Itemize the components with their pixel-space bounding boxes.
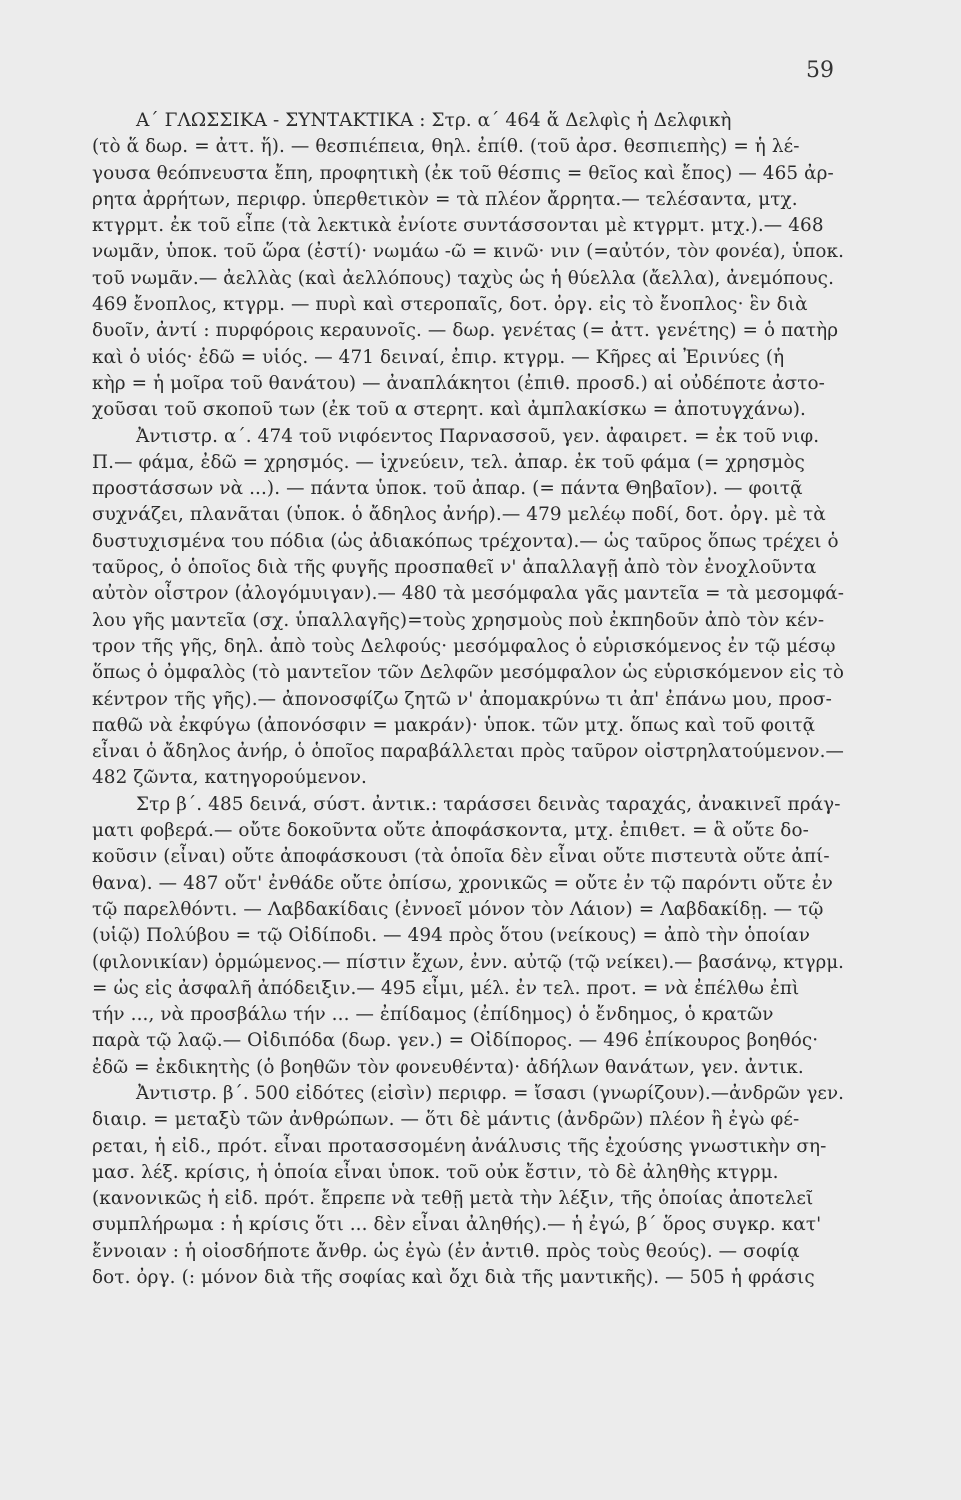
- text-line: (υἱῷ) Πολύβου = τῷ Οἰδίποδι. — 494 πρὸς ὅτου (νείκους) = ἀπὸ τὴν ὁποίαν: [92, 925, 811, 947]
- text-line: κὴρ = ἡ μοῖρα τοῦ θανάτου) — ἀναπλάκητοι (ἐπιθ. προσδ.) αἱ οὐδέποτε ἀστο-: [92, 372, 825, 394]
- text-line: αὐτὸν οἶστρον (ἀλογόμυιγαν).— 480 τὰ μεσόμφαλα γᾶς μαντεῖα = τὰ μεσομφά-: [92, 583, 844, 605]
- commentary-text: [92, 108, 844, 1291]
- text-line: Ἀντιστρ. β΄. 500 εἰδότες (εἰσὶν) περιφρ. = ἴσασι (γνωρίζουν).—ἀνδρῶν γεν.: [136, 1082, 844, 1104]
- text-line: παρὰ τῷ λαῷ.— Οἰδιπόδα (δωρ. γεν.) = Οἰδίπορος. — 496 ἐπίκουρος βοηθός·: [92, 1030, 819, 1052]
- text-line: κτγρμτ. ἐκ τοῦ εἶπε (τὰ λεκτικὰ ἐνίοτε συντάσσονται μὲ κτγρμτ. μτχ.).— 468: [92, 215, 824, 237]
- text-line: ἔννοιαν : ἡ οἰοσδήποτε ἄνθρ. ὡς ἐγὼ (ἐν ἀντιθ. πρὸς τοὺς θεούς). — σοφίᾳ: [92, 1240, 800, 1262]
- text-line: συχνάζει, πλανᾶται (ὑποκ. ὁ ἄδηλος ἀνήρ).— 479 μελέῳ ποδί, δοτ. ὀργ. μὲ τὰ: [92, 504, 826, 526]
- text-line: ταῦρος, ὁ ὁποῖος διὰ τῆς φυγῆς προσπαθεῖ ν' ἀπαλλαγῇ ἀπὸ τὸν ἐνοχλοῦντα: [92, 557, 817, 579]
- text-line: ἐδῶ = ἐκδικητὴς (ὁ βοηθῶν τὸν φονευθέντα)· ἀδήλων θανάτων, γεν. ἀντικ.: [92, 1056, 804, 1078]
- text-line: τῷ παρελθόντι. — Λαβδακίδαις (ἐννοεῖ μόνον τὸν Λάιον) = Λαβδακίδῃ. — τῷ: [92, 898, 824, 920]
- text-line: ματι φοβερά.— οὔτε δοκοῦντα οὔτε ἀποφάσκοντα, μτχ. ἐπιθετ. = ἃ οὔτε δο-: [92, 820, 809, 842]
- text-line: νωμᾶν, ὑποκ. τοῦ ὥρα (ἐστί)· νωμάω -ῶ = κινῶ· νιν (=αὐτόν, τὸν φονέα), ὑποκ.: [92, 241, 844, 263]
- text-line: συμπλήρωμα : ἡ κρίσις ὅτι ... δὲν εἶναι ἀληθής).— ἡ ἐγώ, β΄ ὅρος συγκρ. κατ': [92, 1214, 822, 1236]
- text-line: χοῦσαι τοῦ σκοποῦ των (ἐκ τοῦ α στερητ. καὶ ἀμπλακίσκω = ἀποτυγχάνω).: [92, 399, 807, 421]
- text-line: Ἀντιστρ. α΄. 474 τοῦ νιφόεντος Παρνασσοῦ, γεν. ἀφαιρετ. = ἐκ τοῦ νιφ.: [136, 425, 820, 447]
- text-line: τοῦ νωμᾶν.— ἀελλὰς (καὶ ἀελλόπους) ταχὺς ὡς ἡ θύελλα (ἄελλα), ἀνεμόπους.: [92, 267, 835, 289]
- text-line: διαιρ. = μεταξὺ τῶν ἀνθρώπων. — ὅτι δὲ μάντις (ἀνδρῶν) πλέον ἢ ἐγὼ φέ-: [92, 1109, 800, 1131]
- text-line: θανα). — 487 οὔτ' ἐνθάδε οὔτε ὀπίσω, χρονικῶς = οὔτε ἐν τῷ παρόντι οὔτε ἐν: [92, 872, 833, 894]
- text-line: τήν ..., νὰ προσβάλω τήν ... — ἐπίδαμος (ἐπίδημος) ὁ ἔνδημος, ὁ κρατῶν: [92, 1004, 774, 1026]
- text-line: ρητα ἀρρήτων, περιφρ. ὑπερθετικὸν = τὰ πλέον ἄρρητα.— τελέσαντα, μτχ.: [92, 188, 798, 210]
- text-line: εἶναι ὁ ἄδηλος ἀνήρ, ὁ ὁποῖος παραβάλλεται πρὸς ταῦρον οἰστρηλατούμενον.—: [92, 741, 844, 763]
- page-number: 59: [806, 58, 834, 83]
- text-line: προστάσσων νὰ ...). — πάντα ὑποκ. τοῦ ἀπαρ. (= πάντα Θηβαῖον). — φοιτᾷ: [92, 478, 803, 500]
- text-line: κοῦσιν (εἶναι) οὔτε ἀποφάσκουσι (τὰ ὁποῖα δὲν εἶναι οὔτε πιστευτὰ οὔτε ἀπί-: [92, 846, 830, 868]
- text-line: δυοῖν, ἀντί : πυρφόροις κεραυνοῖς. — δωρ. γενέτας (= ἀττ. γενέτης) = ὁ πατὴρ: [92, 320, 839, 342]
- text-line: (τὸ ἅ δωρ. = ἀττ. ἥ). — θεσπιέπεια, θηλ. ἐπίθ. (τοῦ ἀρσ. θεσπιεπὴς) = ἡ λέ-: [92, 136, 800, 158]
- text-line: λου γῆς μαντεῖα (σχ. ὑπαλλαγῆς)=τοὺς χρησμοὺς ποὺ ἐκπηδοῦν ἀπὸ τὸν κέν-: [92, 609, 825, 631]
- text-line: = ὡς εἰς ἀσφαλῆ ἀπόδειξιν.— 495 εἶμι, μέλ. ἐν τελ. προτ. = νὰ ἐπέλθω ἐπὶ: [92, 977, 800, 999]
- text-line: Α΄ ΓΛΩΣΣΙΚΑ - ΣΥΝΤΑΚΤΙΚΑ : Στρ. α΄ 464 ἅ Δελφὶς ἡ Δελφικὴ: [136, 110, 732, 131]
- text-line: Π.— φάμα, ἐδῶ = χρησμός. — ἰχνεύειν, τελ. ἀπαρ. ἐκ τοῦ φάμα (= χρησμὸς: [92, 451, 805, 473]
- text-line: καὶ ὁ υἱός· ἐδῶ = υἱός. — 471 δειναί, ἐπιρ. κτγρμ. — Κῆρες αἱ Ἐρινύες (ἡ: [92, 346, 785, 368]
- text-line: τρον τῆς γῆς, δηλ. ἀπὸ τοὺς Δελφούς· μεσόμφαλος ὁ εὑρισκόμενος ἐν τῷ μέσῳ: [92, 635, 836, 657]
- text-line: κέντρον τῆς γῆς).— ἀπονοσφίζω ζητῶ ν' ἀπομακρύνω τι ἀπ' ἐπάνω μου, προσ-: [92, 688, 832, 710]
- text-line: ρεται, ἡ εἰδ., πρότ. εἶναι προτασσομένη ἀνάλυσις τῆς ἐχούσης γνωστικὴν ση-: [92, 1135, 827, 1157]
- text-line: ὅπως ὁ ὀμφαλὸς (τὸ μαντεῖον τῶν Δελφῶν μεσόμφαλον ὡς εὑρισκόμενον εἰς τὸ: [92, 662, 844, 684]
- text-line: παθῶ νὰ ἐκφύγω (ἀπονόσφιν = μακράν)· ὑποκ. τῶν μτχ. ὅπως καὶ τοῦ φοιτᾷ: [92, 714, 816, 736]
- text-line: Στρ β΄. 485 δεινά, σύστ. ἀντικ.: ταράσσει δεινὰς ταραχάς, ἀνακινεῖ πράγ-: [136, 793, 841, 815]
- text-line: 469 ἔνοπλος, κτγρμ. — πυρὶ καὶ στεροπαῖς, δοτ. ὀργ. εἰς τὸ ἔνοπλος· ἓν διὰ: [92, 294, 808, 316]
- text-line: (φιλονικίαν) ὁρμώμενος.— πίστιν ἔχων, ἐνν. αὐτῷ (τῷ νείκει).— βασάνῳ, κτγρμ.: [92, 951, 844, 973]
- text-line: δυστυχισμένα του πόδια (ὡς ἀδιακόπως τρέχοντα).— ὡς ταῦρος ὅπως τρέχει ὁ: [92, 530, 839, 552]
- text-line: δοτ. ὀργ. (: μόνον διὰ τῆς σοφίας καὶ ὄχι διὰ τῆς μαντικῆς). — 505 ἡ φράσις: [92, 1267, 815, 1289]
- text-line: (κανονικῶς ἡ εἰδ. πρότ. ἔπρεπε νὰ τεθῇ μετὰ τὴν λέξιν, τῆς ὁποίας ἀποτελεῖ: [92, 1188, 814, 1210]
- text-line: μασ. λέξ. κρίσις, ἡ ὁποία εἶναι ὑποκ. τοῦ οὐκ ἔστιν, τὸ δὲ ἀληθὴς κτγρμ.: [92, 1161, 779, 1183]
- text-line: 482 ζῶντα, κατηγορούμενον.: [92, 767, 367, 789]
- text-line: γουσα θεόπνευστα ἔπη, προφητικὴ (ἐκ τοῦ θέσπις = θεῖος καὶ ἔπος) — 465 ἀρ-: [92, 162, 834, 184]
